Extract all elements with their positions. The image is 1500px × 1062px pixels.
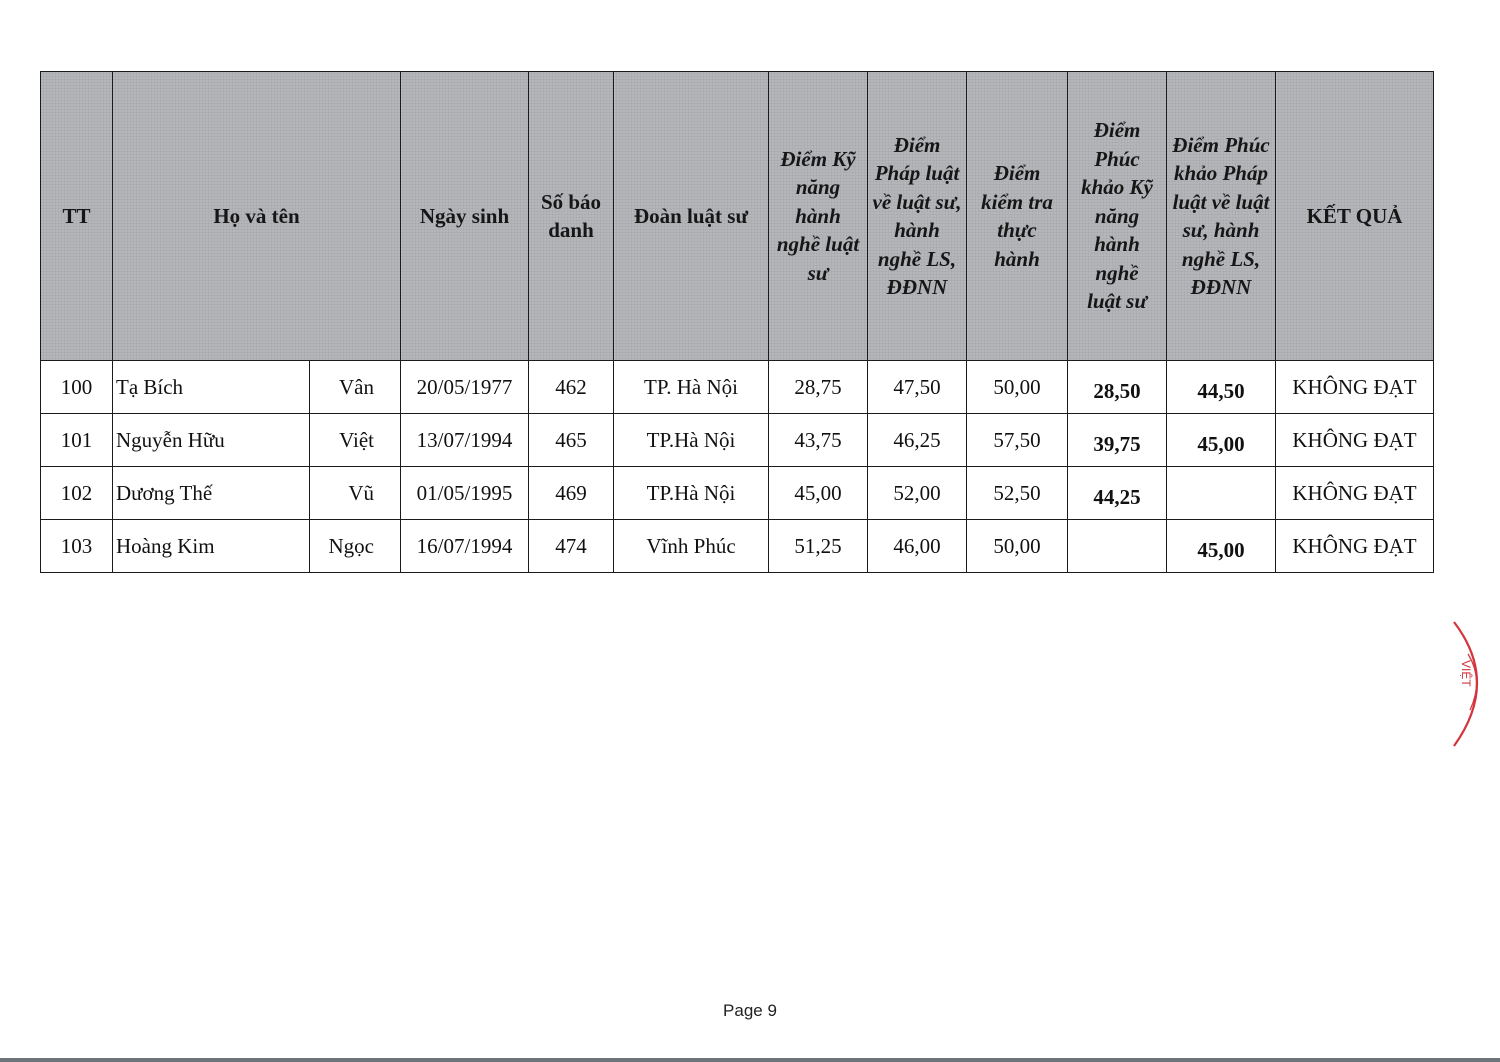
cell-tt: 103	[41, 520, 113, 573]
cell-given-name: Việt	[310, 414, 401, 467]
cell-review-skill-score: 39,75	[1068, 414, 1167, 467]
cell-result: KHÔNG ĐẠT	[1276, 361, 1434, 414]
cell-surname: Nguyễn Hữu	[113, 414, 310, 467]
cell-given-name: Vũ	[310, 467, 401, 520]
cell-practice-score: 52,50	[967, 467, 1068, 520]
header-result: KẾT QUẢ	[1276, 72, 1434, 361]
table-row	[41, 520, 1434, 573]
cell-surname: Dương Thế	[113, 467, 310, 520]
table-row	[41, 467, 1434, 520]
cell-review-law-score: 44,50	[1167, 361, 1276, 414]
page-edge	[0, 1058, 1500, 1062]
header-bar-association: Đoàn luật sư	[614, 72, 769, 361]
cell-practice-score: 57,50	[967, 414, 1068, 467]
cell-skill-score: 43,75	[769, 414, 868, 467]
cell-review-law-score: 45,00	[1167, 520, 1276, 573]
cell-law-score: 46,25	[868, 414, 967, 467]
cell-given-name: Ngọc	[310, 520, 401, 573]
cell-bar-association: TP. Hà Nội	[614, 361, 769, 414]
cell-result: KHÔNG ĐẠT	[1276, 414, 1434, 467]
table-row	[41, 414, 1434, 467]
cell-tt: 102	[41, 467, 113, 520]
cell-review-skill-score: 28,50	[1068, 361, 1167, 414]
cell-dob: 16/07/1994	[401, 520, 529, 573]
header-dob: Ngày sinh	[401, 72, 529, 361]
header-law-score: Điểm Pháp luật về luật sư, hành nghề LS, ĐĐNN	[868, 72, 967, 361]
cell-surname: Tạ Bích	[113, 361, 310, 414]
cell-review-law-score	[1167, 467, 1276, 520]
cell-given-name: Vân	[310, 361, 401, 414]
cell-practice-score: 50,00	[967, 520, 1068, 573]
table-row	[41, 361, 1434, 414]
cell-dob: 01/05/1995	[401, 467, 529, 520]
cell-practice-score: 50,00	[967, 361, 1068, 414]
cell-law-score: 52,00	[868, 467, 967, 520]
header-row	[41, 72, 1434, 361]
official-seal-fragment	[1432, 618, 1500, 752]
page-number: Page 9	[723, 1001, 777, 1020]
cell-candidate-number: 469	[529, 467, 614, 520]
cell-candidate-number: 465	[529, 414, 614, 467]
cell-review-skill-score	[1068, 520, 1167, 573]
results-table	[40, 71, 1434, 573]
cell-tt: 101	[41, 414, 113, 467]
cell-review-skill-score: 44,25	[1068, 467, 1167, 520]
header-name: Họ và tên	[113, 72, 401, 361]
cell-skill-score: 51,25	[769, 520, 868, 573]
header-candidate-number: Số báo danh	[529, 72, 614, 361]
cell-dob: 20/05/1977	[401, 361, 529, 414]
cell-bar-association: TP.Hà Nội	[614, 414, 769, 467]
header-review-skill-score: Điểm Phúc khảo Kỹ năng hành nghề luật sư	[1068, 72, 1167, 361]
cell-skill-score: 28,75	[769, 361, 868, 414]
cell-bar-association: TP.Hà Nội	[614, 467, 769, 520]
cell-review-law-score: 45,00	[1167, 414, 1276, 467]
cell-skill-score: 45,00	[769, 467, 868, 520]
cell-result: KHÔNG ĐẠT	[1276, 520, 1434, 573]
header-tt: TT	[41, 72, 113, 361]
cell-tt: 100	[41, 361, 113, 414]
cell-surname: Hoàng Kim	[113, 520, 310, 573]
cell-candidate-number: 462	[529, 361, 614, 414]
cell-bar-association: Vĩnh Phúc	[614, 520, 769, 573]
cell-dob: 13/07/1994	[401, 414, 529, 467]
cell-law-score: 46,00	[868, 520, 967, 573]
header-skill-score: Điểm Kỹ năng hành nghề luật sư	[769, 72, 868, 361]
seal-text: VIỆT	[1459, 660, 1473, 687]
header-practice-score: Điểm kiểm tra thực hành	[967, 72, 1068, 361]
cell-candidate-number: 474	[529, 520, 614, 573]
cell-law-score: 47,50	[868, 361, 967, 414]
cell-result: KHÔNG ĐẠT	[1276, 467, 1434, 520]
header-review-law-score: Điểm Phúc khảo Pháp luật về luật sư, hành nghề LS, ĐĐNN	[1167, 72, 1276, 361]
